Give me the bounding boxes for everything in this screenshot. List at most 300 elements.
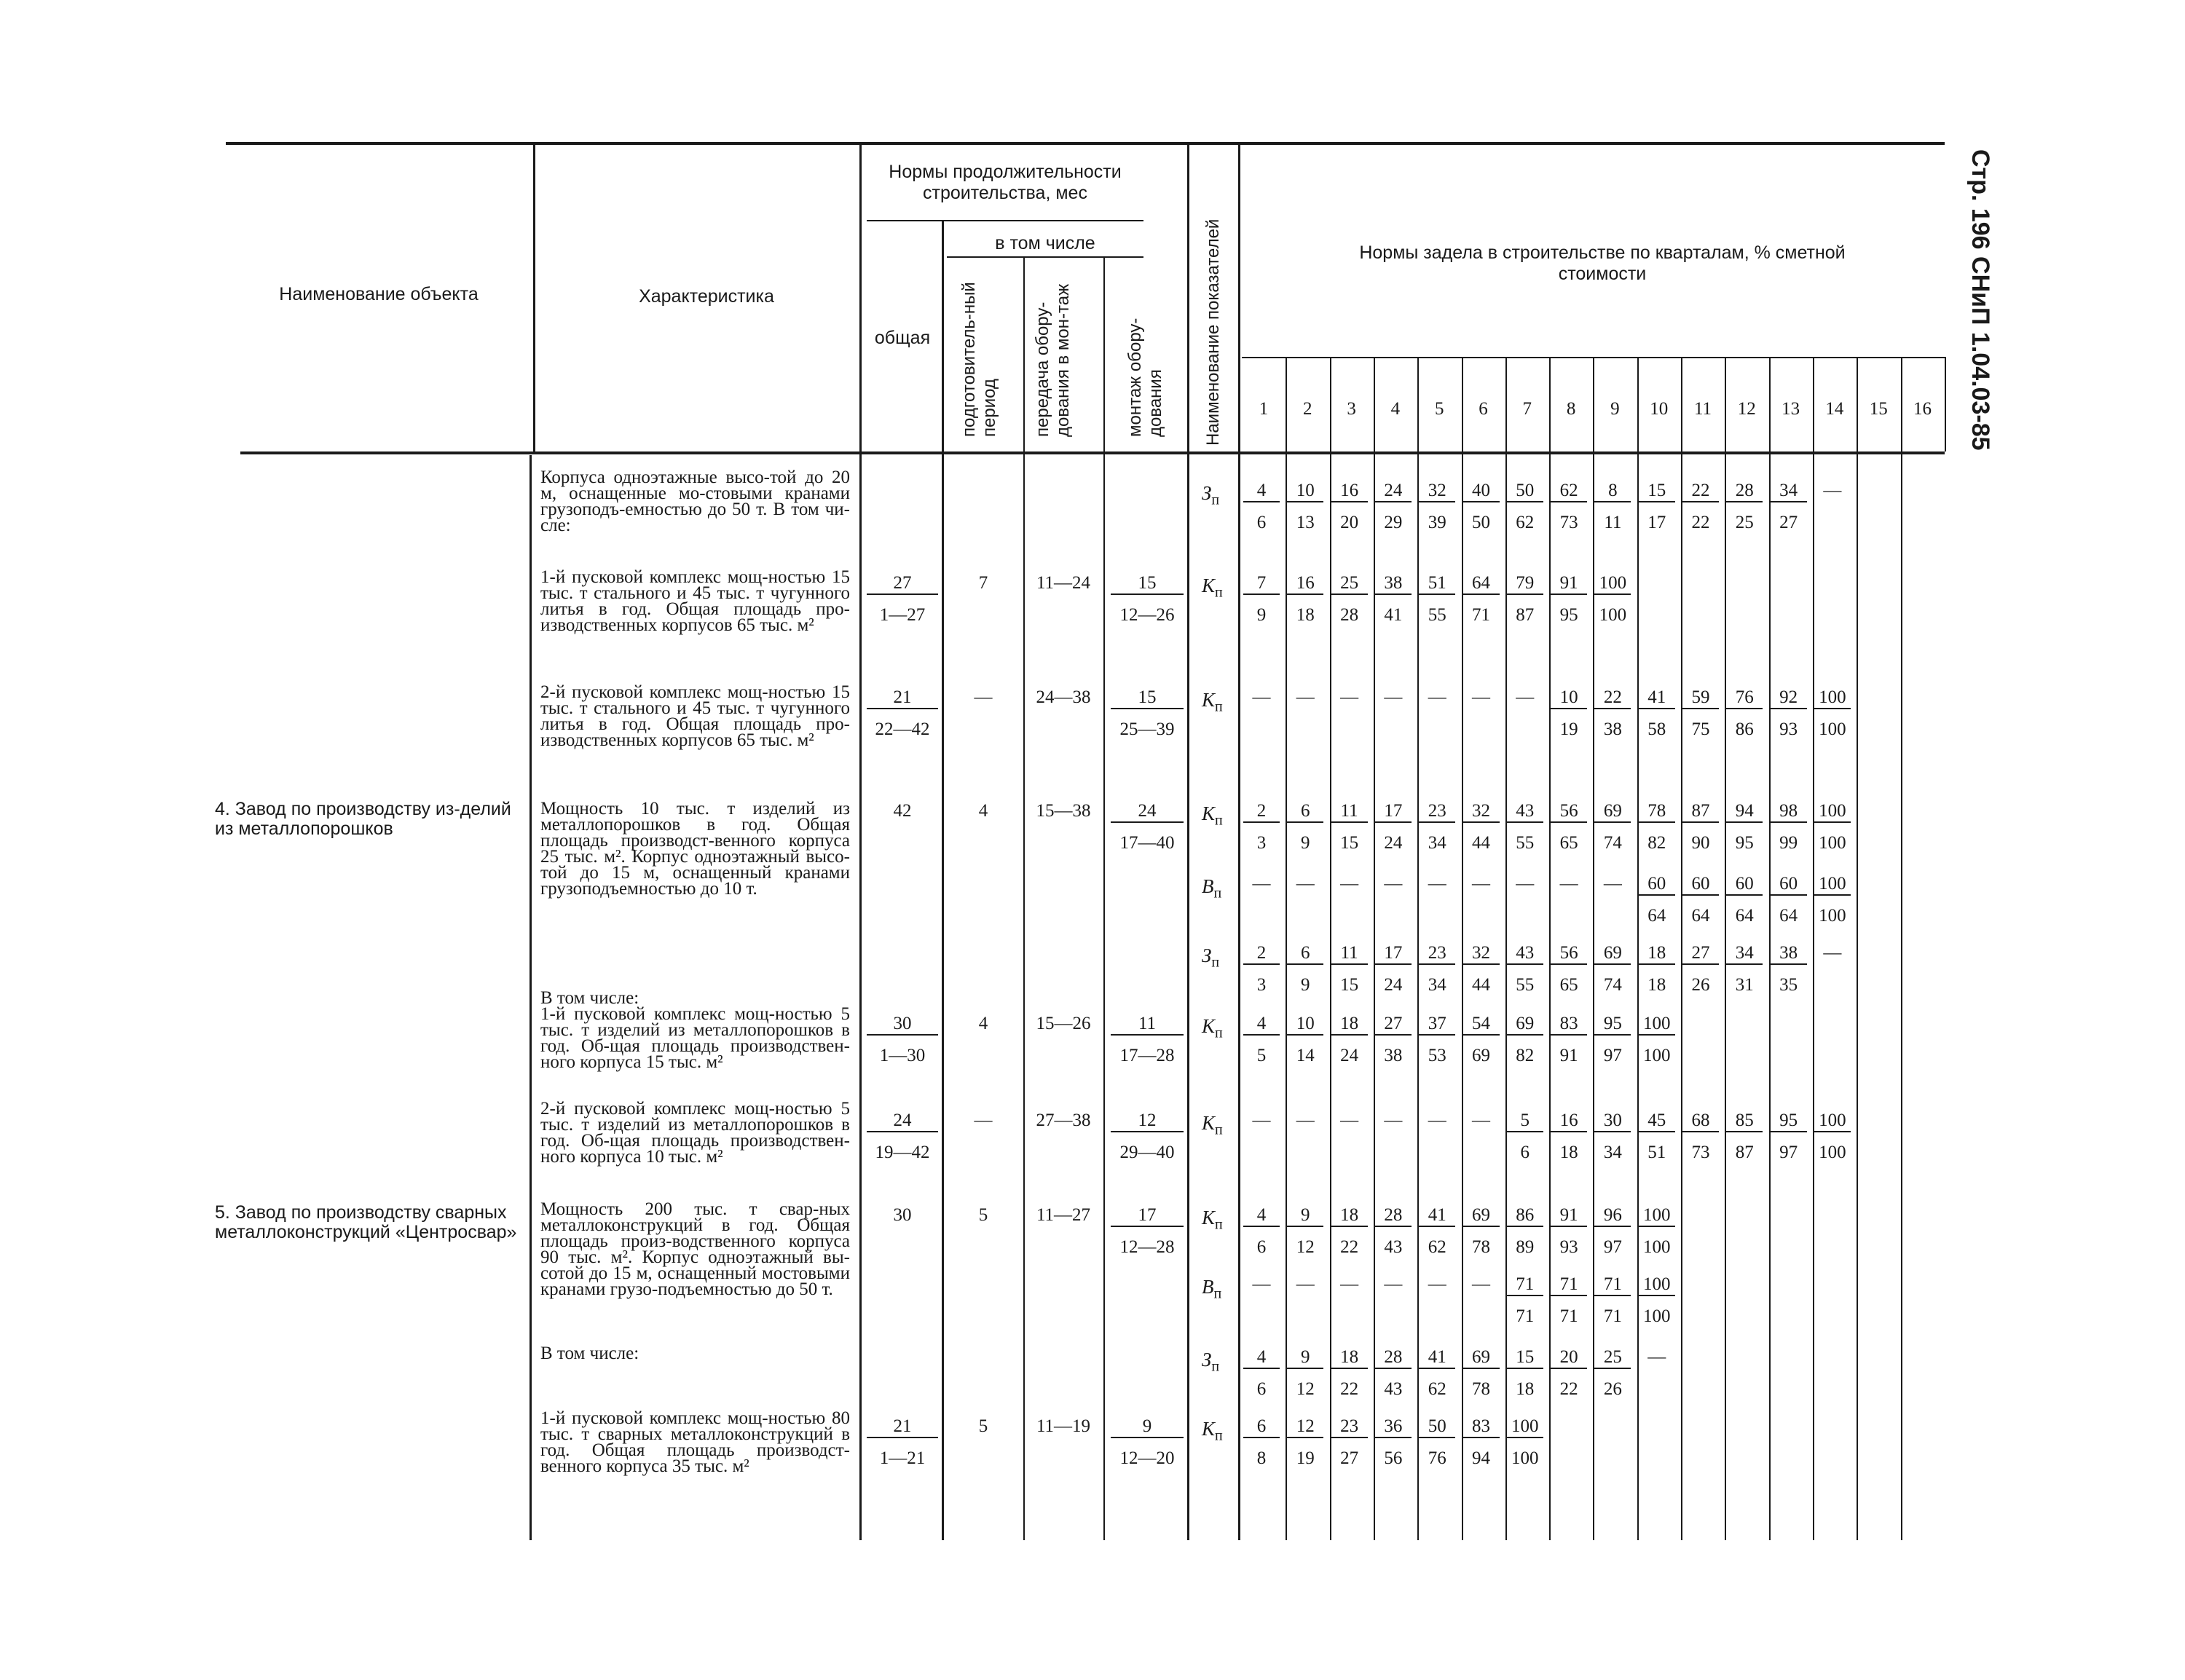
quarter-number: 11: [1693, 399, 1712, 419]
object-4-name: 4. Завод по производству из-делий из металлопорошков: [215, 799, 511, 839]
indicator-value: 10: [1287, 481, 1323, 502]
indicator-value: 7: [1243, 573, 1280, 595]
indicator-value-cumulative: 27: [1340, 1448, 1359, 1468]
desc-plant-4: Мощность 10 тыс. т изделий из металлопорошков в год. Общая площадь производст-венного корпуса 25 тыс. м². Корпус одноэтажный высо-той до 15 м, оснащенный кранами грузоподъемностью до 10 т.: [540, 799, 850, 899]
indicator-value: 32: [1463, 943, 1500, 965]
indicator-value: 16: [1287, 573, 1323, 595]
duration-install-range: 17—28: [1119, 1046, 1175, 1065]
indicator-value: 98: [1771, 801, 1807, 823]
quarter-number: 4: [1390, 399, 1401, 419]
indicator-value-cumulative: 75: [1691, 719, 1710, 739]
duration-install: 15: [1111, 573, 1184, 595]
indicator-value: 60: [1771, 874, 1807, 896]
indicator-symbol: $З_п$: [1202, 482, 1220, 508]
indicator-value: 76: [1726, 687, 1763, 709]
duration-prep: 5: [978, 1416, 988, 1436]
indicator-symbol: $К_п$: [1202, 1418, 1223, 1444]
indicator-value: 64: [1463, 573, 1500, 595]
duration-total: 24: [867, 1111, 938, 1132]
quarter-col-line: [1857, 357, 1858, 1540]
indicator-value: 38: [1771, 943, 1807, 965]
indicator-value-cumulative: 90: [1691, 833, 1710, 853]
indicator-value-cumulative: 86: [1735, 719, 1754, 739]
indicator-value: 4: [1243, 1347, 1280, 1369]
indicator-value-cumulative: 19: [1296, 1448, 1315, 1468]
duration-install-range: 25—39: [1119, 719, 1175, 739]
indicator-value-cumulative: 8: [1256, 1448, 1267, 1468]
quarter-col-line: [1945, 357, 1946, 451]
duration-transfer: 11—24: [1036, 573, 1091, 593]
indicator-value-cumulative: 71: [1472, 605, 1490, 625]
indicator-value-cumulative: 100: [1819, 719, 1846, 739]
duration-transfer: 11—19: [1036, 1416, 1091, 1436]
indicator-value: 17: [1375, 801, 1412, 823]
indicator-value: 91: [1551, 1205, 1587, 1227]
indicator-value: 22: [1594, 687, 1631, 709]
indicator-value: —: [1472, 687, 1490, 707]
desc-including-4: В том числе:: [540, 988, 639, 1008]
duration-install-range: 17—40: [1119, 833, 1175, 853]
indicator-value: —: [1472, 1274, 1490, 1294]
indicator-value-cumulative: 28: [1340, 605, 1359, 625]
indicator-value-cumulative: 87: [1516, 605, 1535, 625]
header-reserve-norms: Нормы задела в строительстве по кварталам, % сметной стоимости: [1359, 242, 1846, 284]
indicator-value: 100: [1507, 1416, 1543, 1438]
indicator-value: 50: [1419, 1416, 1455, 1438]
quarter-number: 14: [1825, 399, 1844, 419]
indicator-value-cumulative: 100: [1642, 1306, 1671, 1326]
indicator-value-cumulative: 95: [1559, 605, 1578, 625]
indicator-value: 6: [1287, 943, 1323, 965]
indicator-value: 28: [1375, 1205, 1412, 1227]
quarter-number: 10: [1650, 399, 1669, 419]
indicator-value: —: [1647, 1347, 1666, 1367]
indicator-value-cumulative: 15: [1340, 975, 1359, 995]
indicator-value: 69: [1463, 1205, 1500, 1227]
duration-install-range: 29—40: [1119, 1143, 1175, 1162]
indicator-value: 18: [1331, 1205, 1368, 1227]
indicator-value: 18: [1331, 1347, 1368, 1369]
indicator-symbol: $К_п$: [1202, 1015, 1223, 1041]
duration-prep: 4: [978, 801, 988, 821]
indicator-value: —: [1516, 874, 1535, 894]
duration-transfer: 15—38: [1036, 801, 1091, 821]
indicator-value-cumulative: 100: [1819, 1143, 1846, 1162]
indicator-value-cumulative: 82: [1516, 1046, 1535, 1065]
indicator-symbol: $К_п$: [1202, 1112, 1223, 1138]
indicator-value: 59: [1682, 687, 1719, 709]
indicator-value-cumulative: 50: [1472, 513, 1490, 532]
indicator-value-cumulative: 78: [1472, 1379, 1490, 1399]
indicator-value-cumulative: 26: [1691, 975, 1710, 995]
indicator-value: 23: [1419, 801, 1455, 823]
indicator-value: 9: [1287, 1347, 1323, 1369]
indicator-value: 87: [1682, 801, 1719, 823]
indicator-value-cumulative: 6: [1256, 513, 1267, 532]
duration-total-range: 1—30: [879, 1046, 926, 1065]
indicator-value: 8: [1594, 481, 1631, 502]
duration-install: 11: [1111, 1014, 1184, 1036]
indicator-value-cumulative: 93: [1779, 719, 1798, 739]
duration-total: 21: [867, 1416, 938, 1438]
indicator-value: 100: [1639, 1274, 1675, 1296]
duration-total: 30: [867, 1014, 938, 1036]
duration-install: 15: [1111, 687, 1184, 709]
indicator-value-cumulative: 100: [1642, 1046, 1671, 1065]
indicator-value: 54: [1463, 1014, 1500, 1036]
duration-total-range: 1—21: [879, 1448, 926, 1468]
quarter-number: 5: [1434, 399, 1444, 419]
indicator-value: —: [1428, 874, 1446, 894]
duration-total: 21: [867, 687, 938, 709]
header-equipment-install: монтаж обору-дования: [1125, 318, 1165, 437]
indicator-value: 85: [1726, 1111, 1763, 1132]
indicator-value-cumulative: 94: [1472, 1448, 1490, 1468]
duration-install: 12: [1111, 1111, 1184, 1132]
indicator-value-cumulative: 64: [1647, 906, 1666, 926]
quarter-number: 3: [1347, 399, 1356, 419]
indicator-value-cumulative: 93: [1559, 1237, 1578, 1257]
duration-transfer: 15—26: [1036, 1014, 1091, 1033]
indicator-value: 15: [1639, 481, 1675, 502]
indicator-value-cumulative: 41: [1384, 605, 1403, 625]
desc-launch-complex-5-1: 1-й пусковой комплекс мощ-ностью 80 тыс. т сварных металлоконструкций в год. Общая площадь производст-венного корпуса 35 тыс. м²: [540, 1408, 850, 1476]
indicator-value: 69: [1594, 943, 1631, 965]
indicator-symbol: $В_п$: [1202, 1276, 1222, 1302]
indicator-symbol: $К_п$: [1202, 1207, 1223, 1233]
indicator-symbol: $К_п$: [1202, 689, 1223, 715]
object-5-name: 5. Завод по производству сварных металлоконструкций «Центросвар»: [215, 1202, 517, 1242]
indicator-value: —: [1252, 687, 1271, 707]
indicator-value: 95: [1771, 1111, 1807, 1132]
indicator-value-cumulative: 64: [1779, 906, 1798, 926]
indicator-value: —: [1384, 687, 1403, 707]
quarter-number: 6: [1479, 399, 1488, 419]
indicator-value-cumulative: 95: [1735, 833, 1754, 853]
indicator-value-cumulative: 73: [1691, 1143, 1710, 1162]
indicator-value-cumulative: 9: [1301, 833, 1310, 853]
indicator-value: 18: [1639, 943, 1675, 965]
indicator-value-cumulative: 17: [1647, 513, 1666, 532]
indicator-value-cumulative: 22: [1559, 1379, 1578, 1399]
duration-prep: 4: [978, 1014, 988, 1033]
indicator-value-cumulative: 25: [1735, 513, 1754, 532]
indicator-value-cumulative: 71: [1559, 1306, 1578, 1326]
indicator-value-cumulative: 76: [1428, 1448, 1446, 1468]
duration-prep: 5: [978, 1205, 988, 1225]
indicator-value: 12: [1287, 1416, 1323, 1438]
duration-prep: —: [974, 1111, 993, 1130]
indicator-value: 69: [1507, 1014, 1543, 1036]
indicator-value: 69: [1463, 1347, 1500, 1369]
indicator-value-cumulative: 97: [1603, 1237, 1622, 1257]
indicator-value: 30: [1594, 1111, 1631, 1132]
indicator-value-cumulative: 12: [1296, 1379, 1315, 1399]
indicator-value: 15: [1507, 1347, 1543, 1369]
indicator-value-cumulative: 91: [1559, 1046, 1578, 1065]
indicator-value-cumulative: 100: [1511, 1448, 1539, 1468]
duration-install-range: 12—20: [1119, 1448, 1175, 1468]
indicator-value-cumulative: 22: [1691, 513, 1710, 532]
indicator-value-cumulative: 18: [1296, 605, 1315, 625]
indicator-value-cumulative: 97: [1779, 1143, 1798, 1162]
indicator-value: —: [1296, 874, 1315, 894]
header-total: общая: [874, 328, 931, 348]
indicator-value-cumulative: 18: [1516, 1379, 1535, 1399]
duration-total-range: 22—42: [875, 719, 930, 739]
indicator-value: 56: [1551, 943, 1587, 965]
indicator-value: 20: [1551, 1347, 1587, 1369]
indicator-value: 18: [1331, 1014, 1368, 1036]
indicator-value-cumulative: 65: [1559, 833, 1578, 853]
indicator-value: —: [1516, 687, 1535, 707]
indicator-value-cumulative: 24: [1384, 833, 1403, 853]
indicator-value-cumulative: 35: [1779, 975, 1798, 995]
indicator-value-cumulative: 55: [1428, 605, 1446, 625]
indicator-value: 16: [1331, 481, 1368, 502]
indicator-value: 25: [1331, 573, 1368, 595]
indicator-value-cumulative: 9: [1301, 975, 1310, 995]
indicator-symbol: $К_п$: [1202, 575, 1223, 601]
indicator-value: —: [1296, 1111, 1315, 1130]
indicator-value-cumulative: 56: [1384, 1448, 1403, 1468]
indicator-value-cumulative: 38: [1384, 1046, 1403, 1065]
indicator-value-cumulative: 55: [1516, 975, 1535, 995]
indicator-value-cumulative: 24: [1384, 975, 1403, 995]
quarter-number: 7: [1522, 399, 1532, 419]
indicator-value-cumulative: 71: [1603, 1306, 1622, 1326]
indicator-value: 60: [1639, 874, 1675, 896]
indicator-value: 69: [1594, 801, 1631, 823]
indicator-value-cumulative: 78: [1472, 1237, 1490, 1257]
indicator-value: 5: [1507, 1111, 1543, 1132]
quarter-number: 12: [1737, 399, 1756, 419]
quarter-number: 13: [1782, 399, 1800, 419]
indicator-value-cumulative: 74: [1603, 833, 1622, 853]
indicator-value: 25: [1594, 1347, 1631, 1369]
indicator-value-cumulative: 9: [1256, 605, 1267, 625]
duration-total-range: 19—42: [875, 1143, 930, 1162]
indicator-value-cumulative: 15: [1340, 833, 1359, 853]
indicator-value-cumulative: 27: [1779, 513, 1798, 532]
indicator-value: 100: [1594, 573, 1631, 595]
duration-prep: —: [974, 687, 993, 707]
indicator-value: 10: [1551, 687, 1587, 709]
indicator-value: 100: [1814, 1111, 1851, 1132]
indicator-value: 43: [1507, 801, 1543, 823]
indicator-value-cumulative: 82: [1647, 833, 1666, 853]
indicator-value-cumulative: 44: [1472, 975, 1490, 995]
indicator-value-cumulative: 34: [1603, 1143, 1622, 1162]
indicator-value-cumulative: 6: [1256, 1379, 1267, 1399]
indicator-value-cumulative: 73: [1559, 513, 1578, 532]
desc-launch-complex-4-2: 2-й пусковой комплекс мощ-ностью 5 тыс. т изделий из металлопорошков в год. Об-щая площадь производствен-ного корпуса 10 тыс. м²: [540, 1099, 850, 1167]
indicator-value: —: [1603, 874, 1622, 894]
indicator-value: 32: [1419, 481, 1455, 502]
indicator-value: 40: [1463, 481, 1500, 502]
indicator-value: 41: [1419, 1347, 1455, 1369]
indicator-value: 100: [1814, 874, 1851, 896]
indicator-value-cumulative: 53: [1428, 1046, 1446, 1065]
indicator-value: —: [1823, 481, 1842, 500]
indicator-value: —: [1252, 1111, 1271, 1130]
indicator-value-cumulative: 89: [1516, 1237, 1535, 1257]
desc-plant-5: Мощность 200 тыс. т свар-ных металлоконструкций в год. Общая площадь произ-водственного корпуса 90 тыс. м². Корпус одноэтажный вы-сотой до 15 м, оснащенный мостовыми кранами грузо-подъемностью до 50 т.: [540, 1199, 850, 1299]
quarter-number: 2: [1303, 399, 1312, 419]
indicator-value-cumulative: 87: [1735, 1143, 1754, 1162]
indicator-value: 28: [1726, 481, 1763, 502]
indicator-value: 100: [1814, 687, 1851, 709]
indicator-value-cumulative: 18: [1647, 975, 1666, 995]
indicator-value: 60: [1726, 874, 1763, 896]
header-object-name: Наименование объекта: [279, 284, 479, 304]
indicator-value: 41: [1419, 1205, 1455, 1227]
indicator-value-cumulative: 3: [1256, 975, 1267, 995]
indicator-symbol: $З_п$: [1202, 1349, 1220, 1375]
duration-install: 17: [1111, 1205, 1184, 1227]
indicator-value-cumulative: 69: [1472, 1046, 1490, 1065]
indicator-value: —: [1252, 1274, 1271, 1294]
indicator-value: —: [1340, 687, 1359, 707]
duration-install: 24: [1111, 801, 1184, 823]
duration-transfer: 27—38: [1036, 1111, 1091, 1130]
indicator-value: —: [1384, 874, 1403, 894]
desc-including-5: В том числе:: [540, 1344, 639, 1363]
desc-launch-complex-1: 1-й пусковой комплекс мощ-ностью 15 тыс. т стального и 45 тыс. т чугунного литья в год. Общая площадь про-изводственных корпусов 65 тыс. м²: [540, 567, 850, 635]
indicator-value: 96: [1594, 1205, 1631, 1227]
indicator-value: 27: [1375, 1014, 1412, 1036]
indicator-value: 60: [1682, 874, 1719, 896]
indicator-value: 22: [1682, 481, 1719, 502]
indicator-value: 2: [1243, 801, 1280, 823]
quarter-number: 1: [1259, 399, 1269, 419]
indicator-value: 16: [1551, 1111, 1587, 1132]
indicator-symbol: $К_п$: [1202, 802, 1223, 829]
indicator-value-cumulative: 29: [1384, 513, 1403, 532]
quarter-number: 9: [1610, 399, 1620, 419]
duration-install: 9: [1111, 1416, 1184, 1438]
indicator-value: 11: [1331, 801, 1368, 823]
indicator-value: 36: [1375, 1416, 1412, 1438]
duration-total: 27: [867, 573, 938, 595]
indicator-value: —: [1823, 943, 1842, 963]
indicator-value: 10: [1287, 1014, 1323, 1036]
indicator-value: 38: [1375, 573, 1412, 595]
indicator-value-cumulative: 22: [1340, 1379, 1359, 1399]
indicator-value-cumulative: 18: [1559, 1143, 1578, 1162]
indicator-value: 23: [1419, 943, 1455, 965]
indicator-value: —: [1252, 874, 1271, 894]
indicator-value: 83: [1551, 1014, 1587, 1036]
header-indicator-name: Наименование показателей: [1203, 218, 1223, 446]
indicator-value: —: [1340, 1111, 1359, 1130]
desc-workshops: Корпуса одноэтажные высо-той до 20 м, оснащенные мо-стовыми кранами грузоподъ-емностью до 50 т. В том чи-сле:: [540, 468, 850, 535]
indicator-value: 100: [1639, 1014, 1675, 1036]
indicator-value: 34: [1726, 943, 1763, 965]
indicator-value: —: [1428, 1111, 1446, 1130]
indicator-value: 27: [1682, 943, 1719, 965]
indicator-value: 71: [1551, 1274, 1587, 1296]
header-including: в том числе: [995, 233, 1095, 253]
indicator-symbol: $В_п$: [1202, 875, 1222, 902]
indicator-value: —: [1472, 874, 1490, 894]
duration-install-range: 12—26: [1119, 605, 1175, 625]
indicator-value-cumulative: 100: [1642, 1237, 1671, 1257]
quarter-number: 16: [1913, 399, 1932, 419]
indicator-value-cumulative: 51: [1647, 1143, 1666, 1162]
indicator-value: 4: [1243, 1014, 1280, 1036]
indicator-value-cumulative: 38: [1603, 719, 1622, 739]
duration-total-range: 1—27: [879, 605, 926, 625]
indicator-value-cumulative: 65: [1559, 975, 1578, 995]
indicator-value: 37: [1419, 1014, 1455, 1036]
indicator-value-cumulative: 62: [1428, 1379, 1446, 1399]
indicator-value-cumulative: 5: [1256, 1046, 1267, 1065]
indicator-value: 34: [1771, 481, 1807, 502]
indicator-value: —: [1559, 874, 1578, 894]
indicator-value: 41: [1639, 687, 1675, 709]
indicator-value-cumulative: 13: [1296, 513, 1315, 532]
quarter-number: 15: [1869, 399, 1888, 419]
indicator-value: 95: [1594, 1014, 1631, 1036]
indicator-value-cumulative: 39: [1428, 513, 1446, 532]
duration-install-range: 12—28: [1119, 1237, 1175, 1257]
indicator-value-cumulative: 99: [1779, 833, 1798, 853]
indicator-value-cumulative: 34: [1428, 833, 1446, 853]
indicator-value: 94: [1726, 801, 1763, 823]
header-equipment-transfer: передача обору-дования в мон-таж: [1033, 283, 1073, 437]
desc-launch-complex-2: 2-й пусковой комплекс мощ-ностью 15 тыс. т стального и 45 тыс. т чугунного литья в год. Общая площадь про-изводственных корпусов 65 тыс. м²: [540, 682, 850, 750]
indicator-value: 62: [1551, 481, 1587, 502]
indicator-value: 50: [1507, 481, 1543, 502]
indicator-value: 92: [1771, 687, 1807, 709]
indicator-value: 51: [1419, 573, 1455, 595]
quarter-col-line: [1901, 357, 1902, 1540]
indicator-value: 78: [1639, 801, 1675, 823]
indicator-value: —: [1472, 1111, 1490, 1130]
indicator-value: 6: [1243, 1416, 1280, 1438]
indicator-value: 4: [1243, 481, 1280, 502]
indicator-value-cumulative: 62: [1516, 513, 1535, 532]
indicator-value: 11: [1331, 943, 1368, 965]
indicator-value: 83: [1463, 1416, 1500, 1438]
indicator-value: 24: [1375, 481, 1412, 502]
indicator-value-cumulative: 44: [1472, 833, 1490, 853]
indicator-value-cumulative: 31: [1735, 975, 1754, 995]
indicator-value: 17: [1375, 943, 1412, 965]
indicator-value: 28: [1375, 1347, 1412, 1369]
duration-total: 30: [893, 1205, 912, 1225]
duration-transfer: 24—38: [1036, 687, 1091, 707]
indicator-value-cumulative: 97: [1603, 1046, 1622, 1065]
indicator-value-cumulative: 64: [1735, 906, 1754, 926]
indicator-value-cumulative: 55: [1516, 833, 1535, 853]
indicator-value-cumulative: 43: [1384, 1379, 1403, 1399]
indicator-value: —: [1384, 1111, 1403, 1130]
indicator-value: 100: [1814, 801, 1851, 823]
indicator-value-cumulative: 100: [1819, 833, 1846, 853]
indicator-value-cumulative: 22: [1340, 1237, 1359, 1257]
desc-launch-complex-4-1: 1-й пусковой комплекс мощ-ностью 5 тыс. т изделий из металлопорошков в год. Об-щая площадь производствен-ного корпуса 15 тыс. м²: [540, 1004, 850, 1072]
indicator-value: —: [1428, 1274, 1446, 1294]
indicator-value: 6: [1287, 801, 1323, 823]
indicator-symbol: $З_п$: [1202, 944, 1220, 971]
duration-transfer: 11—27: [1036, 1205, 1091, 1225]
duration-prep: 7: [978, 573, 988, 593]
indicator-value-cumulative: 11: [1604, 513, 1622, 532]
indicator-value: 2: [1243, 943, 1280, 965]
indicator-value-cumulative: 62: [1428, 1237, 1446, 1257]
